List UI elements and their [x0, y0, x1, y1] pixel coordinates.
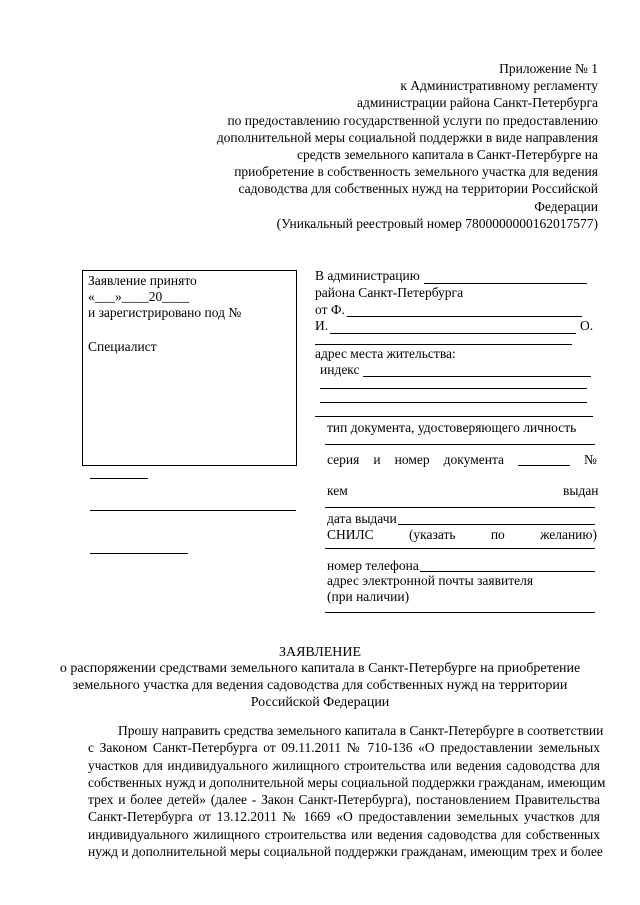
blank-line[interactable] — [90, 553, 188, 554]
series-number-row — [327, 452, 597, 468]
address-field-3[interactable] — [315, 416, 593, 417]
to-administration-label: В администрацию — [315, 268, 420, 283]
registration-specialist: Специалист — [88, 339, 157, 354]
patronymic-field[interactable] — [315, 344, 572, 345]
surname-field[interactable] — [347, 316, 582, 317]
body-line: трех и более детей» (далее - Закон Санкт-Петербурга), постановлением Правительства — [88, 792, 600, 808]
series-word: документа — [443, 452, 505, 467]
email-label: адрес электронной почты заявителя — [327, 573, 534, 588]
issue-date-label: дата выдачи — [327, 511, 397, 526]
body-line: Санкт-Петербурга от 13.12.2011 № 1669 «О предоставлении земельных участков для — [88, 809, 600, 825]
issued-by-label: кем — [327, 483, 348, 498]
snils-word: желанию) — [540, 527, 597, 542]
body-line: собственных нужд и дополнительной меры социальной поддержки гражданам, имеющим — [88, 774, 606, 790]
email-field[interactable] — [325, 612, 595, 613]
registration-accepted: Заявление принято «___»____20____ — [88, 273, 197, 304]
address-label: адрес места жительства: — [315, 346, 456, 361]
appendix-line: (Уникальный реестровый номер 7800000000162017577) — [276, 215, 598, 231]
email-note: (при наличии) — [327, 589, 410, 604]
snils-word: СНИЛС — [327, 527, 374, 542]
appendix-line: приобретение в собственность земельного участка для ведения — [234, 164, 598, 180]
subtitle-line: земельного участка для ведения садоводства для собственных нужд на территории — [72, 678, 568, 693]
body-paragraph — [88, 722, 606, 860]
administration-field[interactable] — [424, 283, 587, 284]
issued-by-field[interactable] — [325, 507, 595, 508]
appendix-line: средств земельного капитала в Санкт-Петербурге на — [297, 147, 598, 163]
number-sign: № — [584, 452, 597, 467]
index-field[interactable] — [363, 376, 591, 377]
issue-date-field[interactable] — [398, 524, 595, 525]
doc-type-field[interactable] — [325, 444, 595, 445]
page-title: ЗАЯВЛЕНИЕ — [278, 645, 362, 660]
appendix-line: к Административному регламенту — [400, 78, 598, 94]
snils-row — [327, 527, 597, 543]
index-label: индекс — [320, 362, 360, 377]
subtitle-line: Российской Федерации — [250, 695, 390, 710]
appendix-line: дополнительной меры социальной поддержки в виде направления — [216, 129, 598, 145]
appendix-line: Федерации — [534, 198, 598, 214]
appendix-line: садоводства для собственных нужд на территории Российской — [238, 181, 598, 197]
registration-number: и зарегистрировано под № — [88, 305, 242, 320]
blank-line[interactable] — [90, 510, 296, 511]
o-label: О. — [580, 318, 594, 333]
appendix-line: Приложение № 1 — [499, 61, 598, 76]
series-word: и — [373, 452, 381, 467]
body-line: Прошу направить средства земельного капитала в Санкт-Петербурге в соответствии — [118, 723, 604, 738]
snils-field[interactable] — [325, 548, 595, 549]
issued-label: выдан — [563, 483, 599, 498]
snils-word: по — [490, 527, 505, 542]
address-field-2[interactable] — [320, 402, 587, 403]
district-label: района Санкт-Петербурга — [315, 285, 464, 300]
phone-label: номер телефона — [327, 558, 419, 573]
series-field[interactable] — [518, 452, 570, 466]
name-field[interactable] — [330, 333, 576, 334]
appendix-header — [178, 60, 598, 232]
series-word: номер — [394, 452, 430, 467]
registration-box — [82, 270, 297, 466]
appendix-line: администрации района Санкт-Петербурга — [357, 95, 598, 111]
blank-line[interactable] — [90, 478, 148, 479]
body-line: участков для индивидуального жилищного строительства или ведения садоводства для — [88, 757, 600, 773]
series-word: серия — [327, 452, 360, 467]
body-line: нужд и дополнительной меры социальной поддержки гражданам, имеющим трех и более — [88, 844, 603, 860]
doc-type-label: тип документа, удостоверяющего личность — [327, 420, 577, 435]
address-field-1[interactable] — [320, 388, 587, 389]
phone-field[interactable] — [420, 571, 595, 572]
snils-word: (указать — [408, 527, 456, 542]
from-f-label: от Ф. — [315, 302, 345, 317]
subtitle-line: о распоряжении средствами земельного капитала в Санкт-Петербурге на приобретение — [59, 661, 581, 676]
appendix-line: по предоставлению государственной услуги по предоставлению — [227, 112, 598, 128]
i-label: И. — [315, 318, 329, 333]
body-line: с Законом Санкт-Петербурга от 09.11.2011 № 710-136 «О предоставлении земельных — [88, 740, 600, 756]
body-line: индивидуального жилищного строительства или ведения садоводства для собственных — [88, 826, 600, 842]
